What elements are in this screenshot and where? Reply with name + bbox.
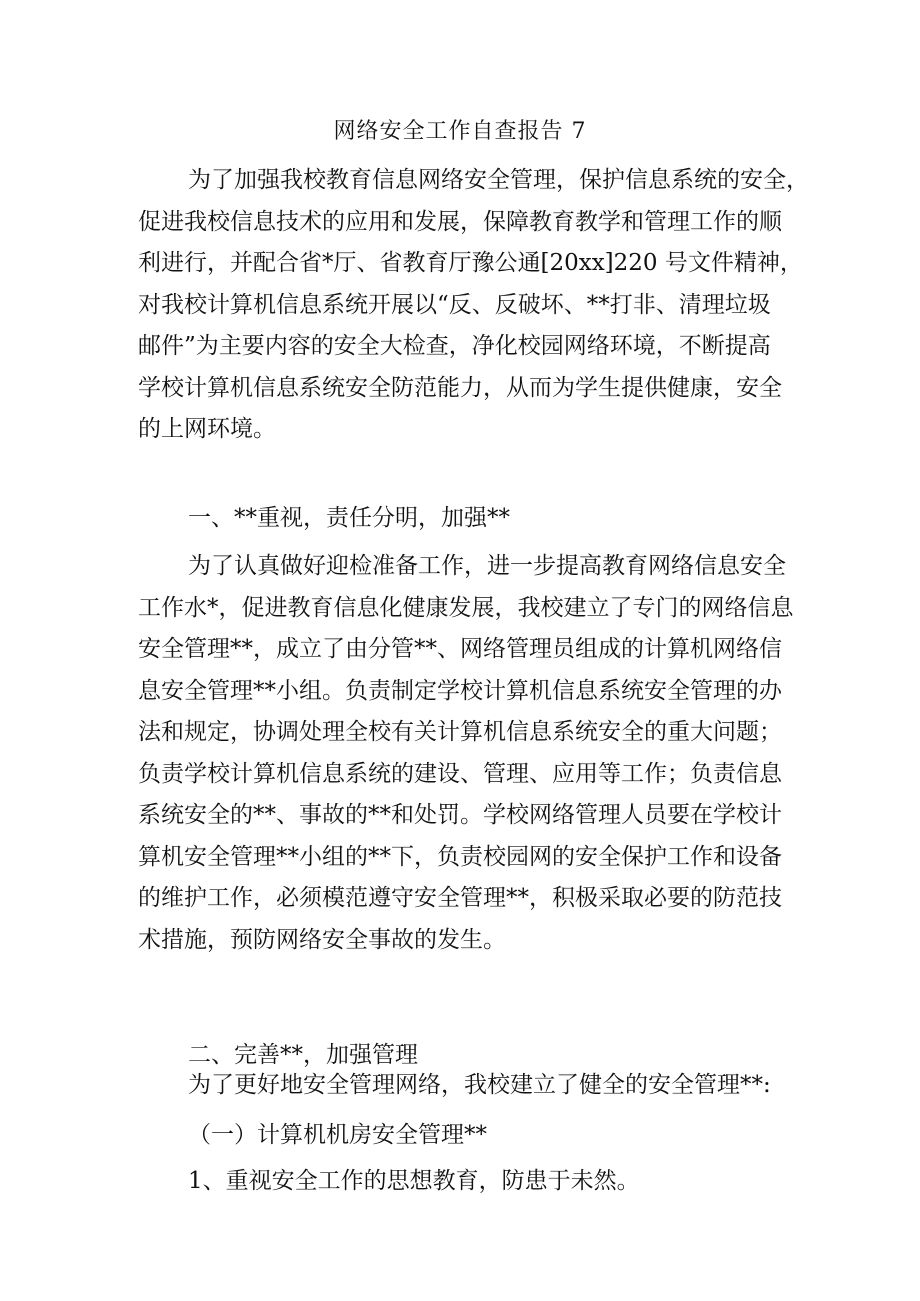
document-title: 网络安全工作自查报告 7 bbox=[333, 119, 587, 144]
paragraph-line: 安全管理**，成立了由分管**、网络管理员组成的计算机网络信 bbox=[138, 636, 782, 662]
paragraph-line: 算机安全管理**小组的**下，负责校园网的安全保护工作和设备 bbox=[138, 843, 782, 870]
paragraph-line: 负责学校计算机信息系统的建设、管理、应用等工作；负责信息 bbox=[138, 760, 782, 787]
item-1: 1、重视安全工作的思想教育，防患于未然。 bbox=[188, 1168, 640, 1194]
paragraph-line: 促进我校信息技术的应用和发展，保障教育教学和管理工作的顺 bbox=[138, 208, 782, 235]
section1-heading: 一、**重视，责任分明，加强** bbox=[188, 505, 510, 531]
paragraph-line: 工作水*，促进教育信息化健康发展，我校建立了专门的网络信息 bbox=[138, 594, 794, 621]
paragraph-line: 对我校计算机信息系统开展以“反、反破坏、**打非、清理垃圾 bbox=[138, 291, 771, 318]
subsection1-heading: （一）计算机机房安全管理** bbox=[188, 1122, 487, 1148]
paragraph-line: 的维护工作，必须模范遵守安全管理**，积极采取必要的防范技 bbox=[138, 885, 782, 911]
paragraph-line: 学校计算机信息系统安全防范能力，从而为学生提供健康，安全 bbox=[138, 374, 782, 401]
paragraph-line: 术措施，预防网络安全事故的发生。 bbox=[138, 926, 506, 953]
section2-heading: 二、完善**，加强管理 bbox=[188, 1042, 418, 1068]
section1-paragraph bbox=[138, 546, 794, 961]
paragraph-line: 的上网环境。 bbox=[138, 416, 276, 442]
paragraph-line: 法和规定，协调处理全校有关计算机信息系统安全的重大问题； bbox=[138, 719, 782, 745]
paragraph-line: 邮件”为主要内容的安全大检查，净化校园网络环境，不断提高 bbox=[138, 333, 771, 359]
paragraph-line: 利进行，并配合省*厅、省教育厅豫公通[20xx]220 号文件精神， bbox=[138, 250, 803, 276]
paragraph-line: 息安全管理**小组。负责制定学校计算机信息系统安全管理的办 bbox=[138, 677, 782, 704]
paragraph-line: 系统安全的**、事故的**和处罚。学校网络管理人员要在学校计 bbox=[138, 802, 782, 828]
section2-intro: 为了更好地安全管理网络，我校建立了健全的安全管理**: bbox=[188, 1072, 771, 1098]
paragraph-line: 为了认真做好迎检准备工作，进一步提高教育网络信息安全 bbox=[188, 553, 786, 579]
paragraph-line: 为了加强我校教育信息网络安全管理，保护信息系统的安全， bbox=[188, 167, 809, 193]
intro-paragraph bbox=[138, 160, 809, 451]
